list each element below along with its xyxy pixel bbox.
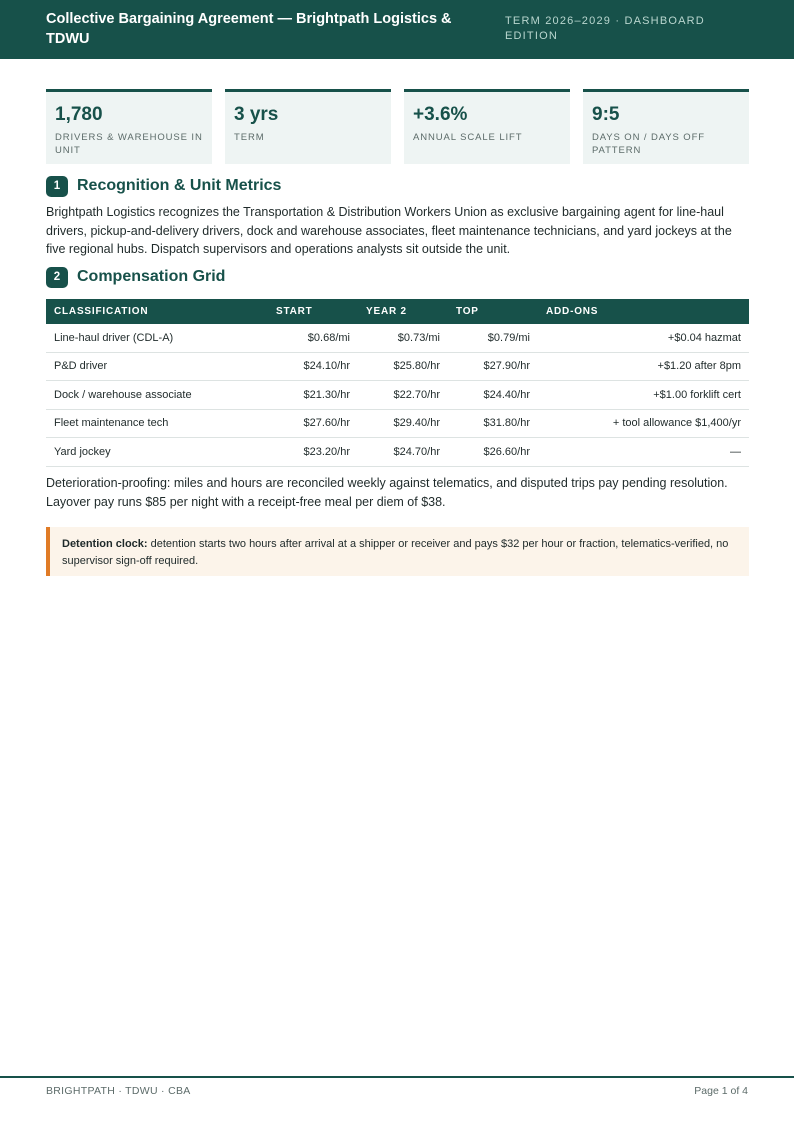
top-rate-cell: $26.60/hr (448, 438, 538, 467)
metric-value: +3.6% (413, 104, 468, 125)
classification-cell: Yard jockey (46, 438, 268, 467)
add-ons-cell: +$1.20 after 8pm (538, 352, 749, 381)
classification-cell: Dock / warehouse associate (46, 381, 268, 410)
table-row (46, 409, 749, 438)
year2-rate-cell: $24.70/hr (358, 438, 448, 467)
metric-card-schedule-pattern (583, 89, 749, 164)
table-header-row (46, 299, 749, 324)
section-number-badge: 2 (46, 267, 68, 288)
top-rate-cell: $27.90/hr (448, 352, 538, 381)
document-title: Collective Bargaining Agreement — Brightpath Logistics & TDWU (46, 11, 452, 47)
footer-divider (0, 1076, 794, 1078)
year2-rate-cell: $22.70/hr (358, 381, 448, 410)
metric-label: DAYS ON / DAYS OFF PATTERN (592, 132, 705, 156)
column-header: START (268, 299, 358, 324)
metric-label: ANNUAL SCALE LIFT (413, 132, 523, 143)
classification-cell: Fleet maintenance tech (46, 409, 268, 438)
start-rate-cell: $24.10/hr (268, 352, 358, 381)
metric-card-scale-lift (404, 89, 570, 164)
callout-text: detention starts two hours after arrival at a shipper or receiver and pays $32 per hour or fraction, telematics-verified, no supervisor sign-off required. (62, 538, 729, 567)
table-row (46, 438, 749, 467)
year2-rate-cell: $29.40/hr (358, 409, 448, 438)
start-rate-cell: $0.68/mi (268, 324, 358, 352)
classification-cell: P&D driver (46, 352, 268, 381)
page-header (0, 0, 794, 59)
top-rate-cell: $31.80/hr (448, 409, 538, 438)
section-1-body: Brightpath Logistics recognizes the Transportation & Distribution Workers Union as exclusive bargaining agent for line-haul drivers, pickup-and-delivery drivers, dock and warehouse associates, fleet maintenance technicians, and yard jockeys at the five regional hubs. Dispatch supervisors and operations analysts sit outside the unit. (46, 205, 732, 256)
table-row (46, 352, 749, 381)
callout-label: Detention clock: (62, 538, 151, 550)
start-rate-cell: $23.20/hr (268, 438, 358, 467)
add-ons-cell: +$1.00 forklift cert (538, 381, 749, 410)
metric-value: 9:5 (592, 104, 620, 125)
metric-card-term (225, 89, 391, 164)
section-title: Compensation Grid (77, 268, 226, 285)
section-2-body: Deterioration-proofing: miles and hours are reconciled weekly against telematics, and disputed trips pay pending resolution. Layover pay runs $85 per night with a receipt-free meal per diem of $38. (46, 476, 728, 509)
top-rate-cell: $24.40/hr (448, 381, 538, 410)
metric-card-unit-size (46, 89, 212, 164)
start-rate-cell: $21.30/hr (268, 381, 358, 410)
add-ons-cell: +$0.04 hazmat (538, 324, 749, 352)
footer-document-id: BRIGHTPATH · TDWU · CBA (46, 1085, 191, 1097)
add-ons-cell: — (538, 438, 749, 467)
section-number-badge: 1 (46, 176, 68, 197)
start-rate-cell: $27.60/hr (268, 409, 358, 438)
page-number: Page 1 of 4 (694, 1085, 748, 1097)
column-header: YEAR 2 (358, 299, 448, 324)
metric-value: 3 yrs (234, 104, 279, 125)
metric-value: 1,780 (55, 104, 103, 125)
section-2-heading (46, 266, 225, 288)
metric-label: TERM (234, 132, 265, 143)
section-1-heading (46, 175, 281, 197)
column-header: ADD-ONS (538, 299, 749, 324)
top-rate-cell: $0.79/mi (448, 324, 538, 352)
document-subtitle: TERM 2026–2029 · DASHBOARD EDITION (505, 15, 705, 42)
table-row (46, 381, 749, 410)
year2-rate-cell: $0.73/mi (358, 324, 448, 352)
metrics-row (46, 89, 749, 164)
metric-label: DRIVERS & WAREHOUSE IN UNIT (55, 132, 203, 156)
add-ons-cell: + tool allowance $1,400/yr (538, 409, 749, 438)
year2-rate-cell: $25.80/hr (358, 352, 448, 381)
table-row (46, 324, 749, 352)
compensation-table (46, 299, 749, 467)
classification-cell: Line-haul driver (CDL-A) (46, 324, 268, 352)
section-title: Recognition & Unit Metrics (77, 177, 282, 194)
column-header: CLASSIFICATION (46, 299, 268, 324)
column-header: TOP (448, 299, 538, 324)
detention-clock-callout (46, 527, 749, 576)
